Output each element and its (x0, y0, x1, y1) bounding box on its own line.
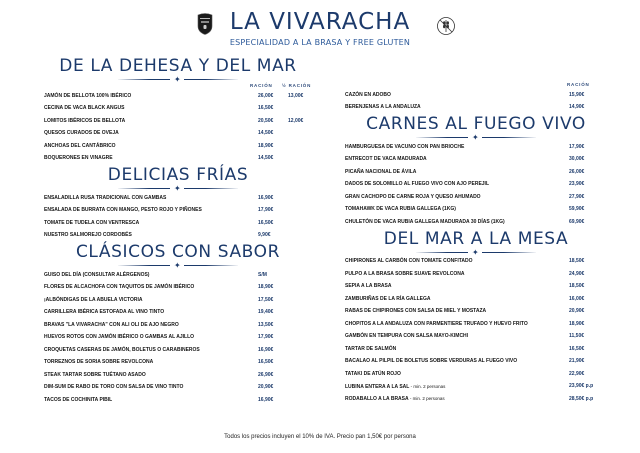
footer-note: Todos los precios incluyen el 10% de IVA. Precio pan 1,50€ por persona (224, 434, 416, 440)
menu-item-price: 20,90€ (569, 308, 585, 315)
menu-item: SEPIA A LA BRASA (345, 283, 392, 290)
menu-item-price: 26,00€ (569, 168, 585, 175)
menu-row (345, 318, 607, 331)
menu-item: CARRILLERA IBÉRICA ESTOFADA AL VINO TINTO (44, 309, 165, 316)
menu-item: ANCHOAS DEL CANTÁBRICO (44, 142, 116, 149)
menu-row (345, 381, 607, 394)
section-title: DE LA DEHESA Y DEL MAR (59, 56, 297, 76)
menu-item-price: 24,90€ (569, 270, 585, 277)
column-headers (44, 83, 312, 90)
menu-item-price: 28,50€ p.p (569, 395, 594, 402)
menu-item-price: 15,90€ (569, 91, 585, 98)
cross-ornament-icon: ✦ (174, 261, 181, 270)
menu-row (345, 281, 607, 294)
menu-item: TACOS DE COCHINITA PIBIL (44, 396, 113, 403)
menu-item-price: 30,00€ (569, 156, 585, 163)
section-mar (345, 229, 607, 406)
menu-row (345, 154, 607, 167)
menu-item: JAMÓN DE BELLOTA 100% IBÉRICO (44, 92, 132, 99)
menu-item-price: 11,50€ (569, 333, 585, 340)
column-header-half-racion: ½ RACIÓN (282, 83, 312, 88)
menu-row (44, 282, 312, 295)
menu-row (345, 368, 607, 381)
restaurant-title: LA VIVARACHA (229, 9, 411, 35)
menu-item-price: 26,00€ (258, 92, 274, 99)
section-title: CLÁSICOS CON SABOR (75, 242, 281, 262)
cross-ornament-icon: ✦ (472, 247, 479, 257)
menu-row (345, 204, 607, 217)
menu-item-price: 23,90€ p.p (569, 383, 594, 390)
menu-item: CHIPIRONES AL CARBÓN CON TOMATE CONFITADO (345, 258, 473, 265)
menu-item: GAMBÓN EN TEMPURA CON SALSA MAYO-KIMCHI (345, 333, 469, 340)
menu-item-price: 18,90€ (258, 142, 274, 149)
menu-row (44, 332, 312, 345)
menu-item: CHULETÓN DE VACA RUBIA GALLEGA MADURADA 30 DÍAS (1KG) (345, 218, 505, 225)
menu-row (44, 344, 312, 357)
menu-item: BOQUERONES EN VINAGRE (44, 155, 113, 162)
menu-item-price: 23,90€ (569, 181, 585, 188)
menu-item-price: 9,90€ (258, 232, 271, 239)
menu-item-price: 16,90€ (258, 396, 274, 403)
menu-item-price: 21,90€ (569, 358, 585, 365)
menu-item-note: - min. 2 personas (408, 396, 445, 402)
menu-item-name: RODABALLO A LA BRASA (345, 396, 409, 403)
menu-row (345, 393, 607, 406)
menu-row (44, 294, 312, 307)
menu-item: BACALAO AL PILPIL DE BOLETUS SOBRE VERDURAS AL FUEGO VIVO (345, 358, 518, 365)
menu-item-price: 14,90€ (569, 104, 585, 111)
menu-item-price: 16,90€ (258, 194, 274, 201)
section-dehesa-right (345, 56, 607, 114)
section-divider (118, 185, 238, 192)
section-carnes (345, 114, 607, 229)
menu-item: CECINA DE VACA BLACK ANGUS (44, 105, 125, 112)
menu-item: ZAMBURIÑAS DE LA RÍA GALLEGA (345, 295, 431, 302)
menu-item-price: 14,50€ (258, 155, 274, 162)
menu-row (345, 141, 607, 154)
menu-item: ENSALADA DE BURRATA CON MANGO, PESTO ROJO Y PIÑONES (44, 207, 202, 214)
menu-item-half-price: 12,00€ (288, 117, 304, 124)
menu-item-price: 17,90€ (569, 143, 585, 150)
menu-item: BRAVAS "LA VIVARACHA" CON ALI OLI DE AJO NEGRO (44, 321, 179, 328)
right-column (345, 56, 607, 406)
menu-row (345, 179, 607, 192)
menu-item: TOMAHAWK DE VACA RUBIA GALLEGA (1KG) (345, 206, 456, 213)
section-divider (416, 134, 536, 141)
menu-item: QUESOS CURADOS DE OVEJA (44, 130, 119, 137)
menu-item: RABAS DE CHIPIRONES CON SALSA DE MIEL Y MOSTAZA (345, 308, 487, 315)
menu-item: GRAN CACHOPO DE CARNE ROJA Y QUESO AHUMADO (345, 193, 481, 200)
menu-item: DIM-SUM DE RABO DE TORO CON SALSA DE VINO TINTO (44, 384, 184, 391)
menu-item-price: 16,50€ (258, 219, 274, 226)
menu-item-price: 16,50€ (258, 105, 274, 112)
menu-item-price: 16,50€ (258, 359, 274, 366)
menu-row (345, 166, 607, 179)
cross-ornament-icon: ✦ (472, 133, 479, 142)
menu-item-price: 20,90€ (258, 384, 274, 391)
menu-row (44, 153, 312, 166)
menu-item-price: 19,40€ (258, 309, 274, 316)
menu-row (44, 103, 312, 116)
menu-item-price: 13,50€ (258, 321, 274, 328)
menu-row (345, 191, 607, 204)
menu-item: HAMBURGUESA DE VACUNO CON PAN BRIOCHE (345, 143, 465, 150)
menu-row (44, 230, 312, 243)
restaurant-subtitle: ESPECIALIDAD A LA BRASA Y FREE GLUTEN (229, 38, 411, 47)
menu-item (345, 395, 445, 403)
menu-row (345, 306, 607, 319)
menu-row (44, 269, 312, 282)
menu-item-price: 26,90€ (258, 371, 274, 378)
section-divider (118, 262, 238, 269)
menu-item: ENSALADILLA RUSA TRADICIONAL CON GAMBAS (44, 194, 167, 201)
menu-item: PICAÑA NACIONAL DE ÁVILA (345, 168, 417, 175)
menu-item: TOMATE DE TUDELA CON VENTRESCA (44, 219, 140, 226)
menu-item: BERENJENAS A LA ANDALUZA (345, 104, 421, 111)
menu-item: FLORES DE ALCACHOFA CON TAQUITOS DE JAMÓN IBÉRICO (44, 284, 195, 291)
column-headers (345, 82, 607, 89)
menu-row (44, 382, 312, 395)
menu-row (44, 307, 312, 320)
menu-item: TORREZNOS DE SORIA SOBRE REVOLCONA (44, 359, 154, 366)
menu-row (44, 128, 312, 141)
column-header-racion: RACIÓN (250, 83, 273, 88)
menu-item-price: 16,50€ (569, 345, 585, 352)
cross-ornament-icon: ✦ (174, 184, 181, 193)
menu-row (44, 90, 312, 103)
gluten-free-seal-icon (436, 16, 456, 36)
menu-row (345, 256, 607, 269)
menu-row (345, 268, 607, 281)
menu-item-price: 27,90€ (569, 193, 585, 200)
menu-item: CAZÓN EN ADOBO (345, 91, 391, 98)
menu-row (345, 331, 607, 344)
menu-row (44, 217, 312, 230)
cross-ornament-icon: ✦ (174, 75, 181, 84)
menu-item: CROQUETAS CASERAS DE JAMÓN, BOLETUS O CARABINEROS (44, 346, 200, 353)
menu-header (0, 0, 640, 56)
column-header-racion: RACIÓN (567, 82, 590, 87)
menu-row (44, 319, 312, 332)
menu-row (345, 89, 607, 102)
menu-item-name: LUBINA ENTERA A LA SAL (345, 383, 410, 390)
section-divider (118, 76, 238, 83)
menu-item: TATAKI DE ATÚN ROJO (345, 370, 401, 377)
section-clasicos (44, 242, 312, 407)
menu-item-price: 16,00€ (569, 295, 585, 302)
menu-item-price: 22,90€ (569, 370, 585, 377)
menu-item-price: S/M (258, 271, 267, 278)
menu-item (345, 383, 445, 391)
menu-item-price: 20,50€ (258, 117, 274, 124)
menu-item: HUEVOS ROTOS CON JAMÓN IBÉRICO O GAMBAS AL AJILLO (44, 334, 195, 341)
menu-item-price: 18,90€ (569, 320, 585, 327)
section-delicias (44, 165, 312, 242)
menu-row (44, 140, 312, 153)
menu-row (345, 343, 607, 356)
menu-row (44, 394, 312, 407)
menu-item: GUISO DEL DÍA (CONSULTAR ALÉRGENOS) (44, 271, 150, 278)
section-dehesa (44, 56, 312, 165)
menu-item-price: 17,50€ (258, 296, 274, 303)
menu-item: LOMITOS IBÉRICOS DE BELLOTA (44, 117, 126, 124)
menu-item: ¡ALBÓNDIGAS DE LA ABUELA VICTORIA (44, 296, 143, 303)
section-title: DELICIAS FRÍAS (107, 165, 249, 185)
menu-item: DADOS DE SOLOMILLO AL FUEGO VIVO CON AJO PEREJIL (345, 181, 489, 188)
menu-item-price: 18,50€ (569, 258, 585, 265)
menu-item: CHOPITOS A LA ANDALUZA CON PARMENTIERE TRUFADO Y HUEVO FRITO (345, 320, 528, 327)
menu-item-price: 18,90€ (258, 284, 274, 291)
menu-item-half-price: 13,00€ (288, 92, 304, 99)
menu-item: ENTRECOT DE VACA MADURADA (345, 156, 427, 163)
menu-row (345, 356, 607, 369)
menu-item: NUESTRO SALMOREJO CORDOBÉS (44, 232, 132, 239)
section-divider (416, 249, 536, 256)
menu-item-price: 59,90€ (569, 206, 585, 213)
menu-row (345, 102, 607, 115)
menu-item-price: 17,90€ (258, 334, 274, 341)
menu-item-note: - min. 2 personas (409, 383, 446, 389)
menu-row (44, 369, 312, 382)
menu-row (44, 357, 312, 370)
section-title: CARNES AL FUEGO VIVO (366, 114, 586, 134)
menu-row (345, 216, 607, 229)
menu-item-price: 69,90€ (569, 218, 585, 225)
menu-item: TARTAR DE SALMÓN (345, 345, 397, 352)
menu-row (44, 205, 312, 218)
section-title: DEL MAR A LA MESA (383, 228, 569, 249)
menu-item-price: 17,90€ (258, 207, 274, 214)
menu-item: STEAK TARTAR SOBRE TUÉTANO ASADO (44, 371, 146, 378)
menu-row (345, 293, 607, 306)
left-column (44, 56, 312, 407)
menu-row (44, 115, 312, 128)
menu-item-price: 18,50€ (569, 283, 585, 290)
menu-row (44, 192, 312, 205)
menu-item-price: 14,50€ (258, 130, 274, 137)
menu-item-price: 16,90€ (258, 346, 274, 353)
menu-item: PULPO A LA BRASA SOBRE SUAVE REVOLCONA (345, 270, 465, 277)
